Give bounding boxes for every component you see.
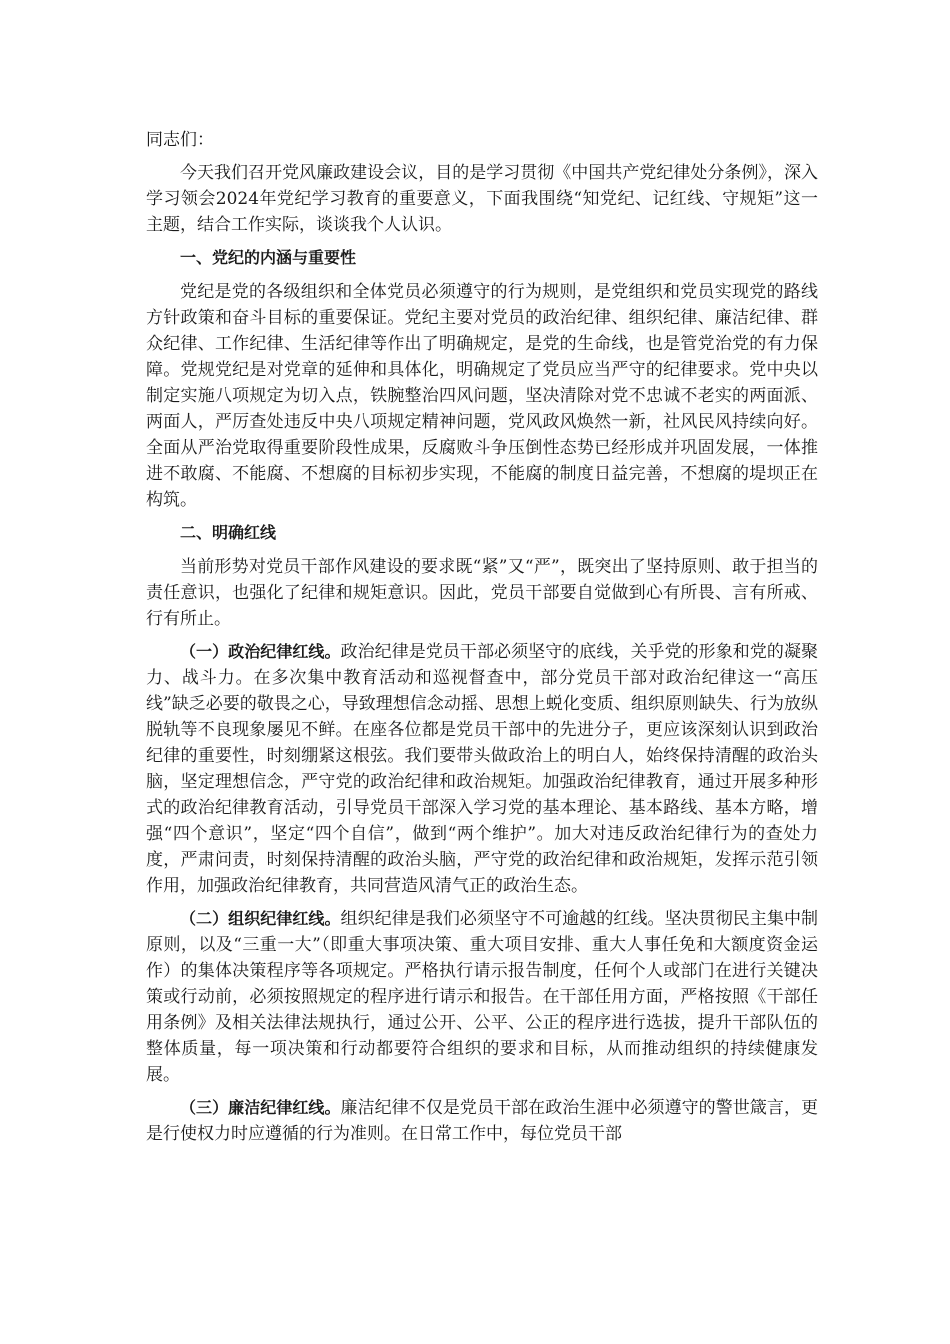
section-1-body: 党纪是党的各级组织和全体党员必须遵守的行为规则，是党组织和党员实现党的路线方针政策和奋斗目标的重要保证。党纪主要对党员的政治纪律、组织纪律、廉洁纪律、群众纪律、工作纪律、生活纪律等作出了明确规定，是党的生命线，也是管党治党的有力保障。党规党纪是对党章的延伸和具体化，明确规定了党员应当严守的纪律要求。党中央以制定实施八项规定为切入点，铁腕整治四风问题，坚决清除对党不忠诚不老实的两面派、两面人，严厉查处违反中央八项规定精神问题，党风政风焕然一新，社风民风持续向好。全面从严治党取得重要阶段性成果，反腐败斗争压倒性态势已经形成并巩固发展，一体推进不敢腐、不能腐、不想腐的目标初步实现，不能腐的制度日益完善，不想腐的堤坝正在构筑。 (146, 282, 818, 510)
item-political-discipline-title: （一）政治纪律红线。 (180, 642, 341, 661)
item-political-discipline (146, 639, 818, 899)
item-organizational-discipline (146, 906, 818, 1088)
item-political-discipline-body: 政治纪律是党员干部必须坚守的底线，关乎党的形象和党的凝聚力、战斗力。在多次集中教育活动和巡视督查中，部分党员干部对政治纪律这一“高压线”缺乏必要的敬畏之心，导致理想信念动摇、思想上蜕化变质、组织原则缺失、行为放纵脱轨等不良现象屡见不鲜。在座各位都是党员干部中的先进分子，更应该深刻认识到政治纪律的重要性，时刻绷紧这根弦。我们要带头做政治上的明白人，始终保持清醒的政治头脑，坚定理想信念，严守党的政治纪律和政治规矩。加强政治纪律教育，通过开展多种形式的政治纪律教育活动，引导党员干部深入学习党的基本理论、基本路线、基本方略，增强“四个意识”，坚定“四个自信”，做到“两个维护”。加大对违反政治纪律行为的查处力度，严肃问责，时刻保持清醒的政治头脑，严守党的政治纪律和政治规矩，发挥示范引领作用，加强政治纪律教育，共同营造风清气正的政治生态。 (146, 642, 818, 896)
item-integrity-discipline (146, 1095, 818, 1147)
item-organizational-discipline-body: 组织纪律是我们必须坚守不可逾越的红线。坚决贯彻民主集中制原则，以及“三重一大”（即重大事项决策、重大项目安排、重大人事任免和大额度资金运作）的集体决策程序等各项规定。严格执行请示报告制度，任何个人或部门在进行关键决策或行动前，必须按照规定的程序进行请示和报告。在干部任用方面，严格按照《干部任用条例》及相关法律法规执行，通过公开、公平、公正的程序进行选拔，提升干部队伍的整体质量，每一项决策和行动都要符合组织的要求和目标，从而推动组织的持续健康发展。 (146, 909, 818, 1085)
section-2-heading: 二、明确红线 (180, 523, 277, 542)
document-page (146, 127, 818, 1154)
intro-paragraph: 今天我们召开党风廉政建设会议，目的是学习贯彻《中国共产党纪律处分条例》，深入学习领会2024年党纪学习教育的重要意义，下面我围绕“知党纪、记红线、守规矩”这一主题，结合工作实际，谈谈我个人认识。 (146, 163, 818, 235)
item-integrity-discipline-title: （三）廉洁纪律红线。 (180, 1098, 341, 1117)
section-1-heading: 一、党纪的内涵与重要性 (180, 248, 357, 267)
item-organizational-discipline-title: （二）组织纪律红线。 (180, 909, 341, 928)
item-integrity-discipline-body: 廉洁纪律不仅是党员干部在政治生涯中必须遵守的警世箴言，更是行使权力时应遵循的行为准则。在日常工作中，每位党员干部 (146, 1098, 818, 1144)
section-2-intro: 当前形势对党员干部作风建设的要求既“紧”又“严”，既突出了坚持原则、敢于担当的责任意识，也强化了纪律和规矩意识。因此，党员干部要自觉做到心有所畏、言有所戒、行有所止。 (146, 557, 818, 629)
greeting: 同志们： (146, 130, 214, 150)
